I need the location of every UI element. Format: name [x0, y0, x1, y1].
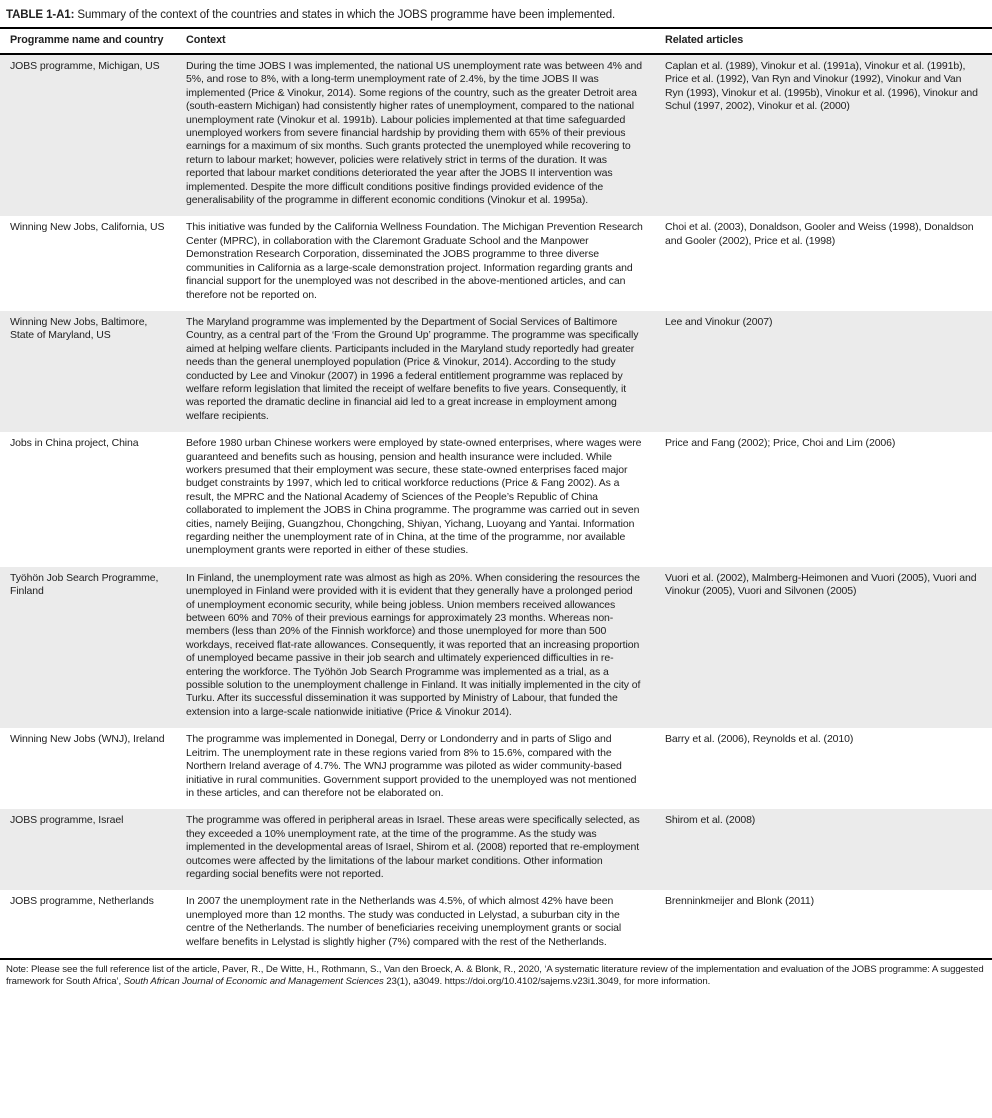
table-row-netherlands: [0, 890, 992, 959]
related-articles-cell: Choi et al. (2003), Donaldson, Gooler and Weiss (1998), Donaldson and Gooler (2002), Price et al. (1998): [665, 221, 974, 247]
table-caption: [0, 6, 992, 29]
context-cell: During the time JOBS I was implemented, the national US unemployment rate was between 4% and 5%, and rose to 8%, with a long-term unemployment rate of 2.4%, by the time JOBS II was implemented (Price & Vinokur, 2014). Some regions of the country, such as the greater Detroit area (south-eastern Michigan) had consistently higher rates of unemployment, compared to the national unemployment rate (Vinokur et al. 1991b). Labour policies implemented at that time safeguarded unemployed workers from severe financial hardship by providing them with 65% of their previous earnings for a maximum of six months. Such grants protected the unemployed while recovering to return to labour market; however, policies were relatively strict in terms of the duration. It was reported that labour market conditions deteriorated the year after the JOBS II intervention was implemented. Despite the more difficult conditions positive findings provided evidence of the generalisability of the programme in different economic conditions (Vinokur et al. 1995a).: [186, 60, 642, 207]
table-caption-label: TABLE 1-A1:: [6, 9, 75, 21]
column-header-programme: Programme name and country: [0, 29, 178, 54]
programme-cell: Winning New Jobs, Baltimore, State of Maryland, US: [10, 315, 148, 342]
table-caption-text: Summary of the context of the countries and states in which the JOBS programme have been implemented.: [74, 9, 616, 21]
related-articles-cell: Caplan et al. (1989), Vinokur et al. (1991a), Vinokur et al. (1991b), Price et al. (1992), Van Ryn and Vinokur (1992), Vinokur and Van Ryn (1993), Vinokur et al. (1995b), Vinokur et al. (1996), Vinokur and Schul (1997, 2002), Vinokur et al. (2000): [665, 60, 978, 113]
context-cell: In Finland, the unemployment rate was almost as high as 20%. When considering the resources the unemployed in Finland were provided with it is evident that they generally have a prolonged period of unemployment economic security, while being jobless. Union members received allowances between 60% and 70% of their previous earnings for approximately 23 months. Whereas non-members (less than 20% of the Finnish workforce) and those unemployed for more than 500 workdays, received flat-rate allowances. Consequently, it was reported that an increasing proportion of unemployed became passive in their job search and ultimately experienced difficulties in re-entering the workforce. The Työhön Job Search Programme was implemented as a trial, as a possible solution to the unemployment challenge in Finland. It was initially implemented in the city of Turku. After its successful dissemination it was supported by Ministry of Labour, that funded the extension into a large-scale nationwide initiative (Price & Vinokur 2014).: [186, 571, 641, 718]
footnote-text-prefix: Note: Please see the full reference list of the article, Paver, R., De Witte, H., Rothmann, S., Van den Broeck, A. & Blonk, R., 2020, ‘A systematic literature review of the implementation and evaluation of the JOBS programme: A suggested framework for South Africa’,: [6, 963, 984, 988]
related-articles-cell: Shirom et al. (2008): [665, 814, 756, 827]
table-row-israel: [0, 809, 992, 890]
column-header-context: Context: [178, 29, 655, 54]
table-row-ireland: [0, 728, 992, 809]
table-row-michigan: [0, 54, 992, 216]
context-cell: The Maryland programme was implemented by the Department of Social Services of Baltimore Country, as a central part of the ‘From the Ground Up’ programme. The programme was specifically aimed at helping welfare clients. Participants included in the Maryland study reportedly had greater needs than the general unemployed population (Price & Vinokur, 2014). According to the study conducted by Lee and Vinokur (2007) in 1996 a federal entitlement programme was replaced by welfare reform legislation that limited the receipt of welfare benefits to five years. Consequently, it was reported the dramatic decline in financial aid led to a great increase in employment among welfare recipients.: [186, 315, 639, 422]
programme-cell: Työhön Job Search Programme, Finland: [10, 571, 159, 598]
table-footnote: [0, 960, 992, 992]
context-cell: This initiative was funded by the California Wellness Foundation. The Michigan Prevention Research Center (MPRC), in collaboration with the Claremont Graduate School and the Manpower Demonstration Research Corporation, disseminated the JOBS programme to three diverse communities in California as a large-scale demonstration project. Information regarding grants and financial support for the unemployed was not described in the above-mentioned articles, and can therefore not be reported on.: [186, 221, 643, 301]
table-row-finland: [0, 567, 992, 728]
related-articles-cell: Barry et al. (2006), Reynolds et al. (2010): [665, 733, 854, 746]
programme-cell: Jobs in China project, China: [10, 437, 139, 450]
context-cell: Before 1980 urban Chinese workers were employed by state-owned enterprises, where wages were guaranteed and benefits such as housing, pension and health insurance were included. While workers presumed that their employment was secure, these state-owned enterprises faced major budget constraints by 1997, which led to critical workforce reductions (Price & Fang 2002). As a result, the MPRC and the National Academy of Sciences of the People’s Republic of China collaborated to implement the JOBS in China programme. The programme was carried out in seven cities, namely Beijing, Guangzhou, Chongching, Shiyan, Yichang, Luoyang and Yantai. Information regarding neither the unemployment rate of in China, at the time of the programme, nor available unemployment grants were reported in either of these studies.: [186, 437, 642, 557]
related-articles-cell: Lee and Vinokur (2007): [665, 315, 773, 328]
context-cell: The programme was implemented in Donegal, Derry or Londonderry and in parts of Sligo and Leitrim. The unemployment rate in these regions varied from 8% to 15.6%, compared with the Northern Ireland average of 4.7%. The WNJ programme was piloted as wider community-based initiative in rural communities. Government support provided to the unemployed was not mentioned in these articles, and can therefore not be elaborated on.: [186, 733, 637, 799]
programme-cell: JOBS programme, Michigan, US: [10, 60, 160, 72]
table-row-california: [0, 216, 992, 310]
header-row: [0, 29, 992, 54]
jobs-programme-summary-table: [0, 29, 992, 960]
related-articles-cell: Price and Fang (2002); Price, Choi and Lim (2006): [665, 437, 896, 450]
programme-cell: JOBS programme, Israel: [10, 814, 124, 827]
related-articles-cell: Vuori et al. (2002), Malmberg-Heimonen and Vuori (2005), Vuori and Vinokur (2005), Vuori and Silvonen (2005): [665, 571, 977, 598]
column-header-related-articles: Related articles: [655, 29, 992, 54]
context-cell: The programme was offered in peripheral areas in Israel. These areas were specifically selected, as they exceeded a 10% unemployment rate, at the time of the programme. As the study was implemented in the developmental areas of Israel, Shirom et al. (2008) reported that re-employment outcomes were affected by the limitations of the labour market conditions. Other information regarding social benefits were not reported.: [186, 814, 640, 880]
programme-cell: Winning New Jobs (WNJ), Ireland: [10, 733, 165, 746]
footnote-text-suffix: 23(1), a3049. https://doi.org/10.4102/sajems.v23i1.3049, for more information.: [383, 976, 711, 988]
programme-cell: JOBS programme, Netherlands: [10, 895, 154, 908]
related-articles-cell: Brenninkmeijer and Blonk (2011): [665, 895, 815, 908]
table-row-maryland: [0, 311, 992, 432]
footnote-journal-title: South African Journal of Economic and Management Sciences: [123, 976, 384, 988]
table-row-china: [0, 432, 992, 567]
programme-cell: Winning New Jobs, California, US: [10, 221, 165, 234]
context-cell: In 2007 the unemployment rate in the Netherlands was 4.5%, of which almost 42% have been unemployed more than 12 months. The study was conducted in Lelystad, a suburban city in the centre of the Netherlands. The number of beneficiaries receiving unemployment grants or social welfare benefits in Lelystad is slightly higher (7%) compared with the rest of the Netherlands.: [186, 895, 622, 948]
